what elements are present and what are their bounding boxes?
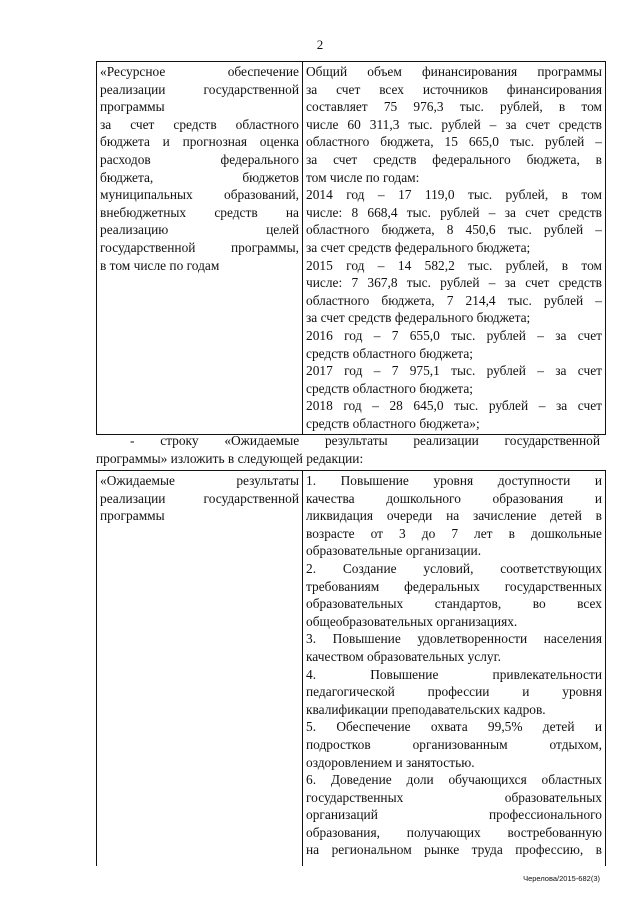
table-row (97, 471, 606, 867)
text-line: реализации государственной (100, 490, 299, 506)
text-line: общеобразовательных организациях. (306, 613, 518, 629)
text-line: областного бюджета, 15 665,0 тыс. рублей – (306, 134, 602, 150)
text-line: в том числе по годам (100, 257, 220, 273)
text-line: Общий объем финансирования программы (306, 64, 602, 79)
text-line: 2014 год – 17 119,0 тыс. рублей, в том (306, 187, 602, 203)
text-line: средств областного бюджета»; (306, 415, 480, 431)
text-line: за счет средств областного (100, 116, 299, 132)
text-line: «Ожидаемые результаты (100, 473, 299, 488)
text-line: бюджета, бюджетов (100, 169, 299, 185)
text-line: реализацию целей (100, 222, 299, 238)
text-line: 2017 год – 7 975,1 тыс. рублей – за счет (306, 363, 602, 379)
instruction-line-2: программы» изложить в следующей редакции: (96, 450, 364, 466)
text-line: внебюджетных средств на (100, 204, 299, 220)
text-line: программы (100, 99, 165, 115)
instruction-line-1: - строку «Ожидаемые результаты реализации государственной (130, 433, 600, 448)
text-line: за счет средств федерального бюджета, в (306, 151, 602, 167)
instruction-paragraph (96, 432, 600, 467)
text-line: образовательных стандартов, во всех (306, 596, 602, 612)
text-line: 2015 год – 14 582,2 тыс. рублей, в том (306, 257, 602, 273)
text-line: за счет всех источников финансирования (306, 81, 602, 97)
text-line: 2016 год – 7 655,0 тыс. рублей – за счет (306, 327, 602, 343)
text-line: составляет 75 976,3 тыс. рублей, в том (306, 99, 602, 115)
text-line: средств областного бюджета; (306, 345, 473, 361)
text-line: за счет средств федерального бюджета; (306, 239, 531, 255)
text-line: требованиям федеральных государственных (306, 578, 602, 594)
text-line: образовательные организации. (306, 543, 482, 559)
text-line: реализации государственной (100, 81, 299, 97)
text-line: 3. Повышение удовлетворенности населения (306, 631, 602, 647)
results-table (96, 470, 606, 866)
text-line: возрасте от 3 до 7 лет в дошкольные (306, 525, 602, 541)
text-line: областного бюджета, 7 214,4 тыс. рублей – (306, 292, 602, 308)
text-line: образования, получающих востребованную (306, 824, 602, 840)
text-line: организаций профессионального (306, 807, 602, 823)
text-line: ликвидация очереди на зачисление детей в (306, 508, 602, 524)
text-line: качества дошкольного образования и (306, 490, 602, 506)
text-line: 4. Повышение привлекательности (306, 666, 602, 682)
text-line: средств областного бюджета; (306, 380, 473, 396)
text-line: государственных образовательных (306, 789, 602, 805)
document-reference: Черелова/2015-682(3) (523, 874, 600, 883)
text-line: качеством образовательных услуг. (306, 648, 501, 664)
text-line: числе: 8 668,4 тыс. рублей – за счет средств (306, 204, 602, 220)
text-line: за счет средств федерального бюджета; (306, 310, 531, 326)
page-number: 2 (316, 37, 324, 52)
text-line: 2. Создание условий, соответствующих (306, 560, 602, 576)
resource-table (96, 61, 606, 435)
text-line: оздоровлением и занятостью. (306, 754, 475, 770)
text-line: 5. Обеспечение охвата 99,5% детей и (306, 719, 602, 735)
text-line: 6. Доведение доли обучающихся областных (306, 772, 602, 788)
text-line: 2018 год – 28 645,0 тыс. рублей – за счет (306, 398, 602, 414)
text-line: на региональном рынке труда профессию, в (306, 842, 602, 858)
text-line: бюджета и прогнозная оценка (100, 134, 299, 150)
text-line: государственной программы, (100, 239, 299, 255)
text-line: числе: 7 367,8 тыс. рублей – за счет средств (306, 275, 602, 291)
text-line: числе 60 311,3 тыс. рублей – за счет средств (306, 116, 602, 132)
table-row (97, 62, 606, 435)
text-line: расходов федерального (100, 151, 299, 167)
results-value-cell (303, 471, 606, 867)
text-line: 1. Повышение уровня доступности и (306, 473, 602, 488)
text-line: подростков организованным отдыхом, (306, 736, 602, 752)
text-line: педагогической профессии и уровня (306, 684, 602, 700)
text-line: программы (100, 508, 165, 524)
text-line: том числе по годам: (306, 169, 420, 185)
text-line: областного бюджета, 8 450,6 тыс. рублей – (306, 222, 602, 238)
resource-label-cell (97, 62, 303, 435)
results-label-cell (97, 471, 303, 867)
text-line: квалификации преподавательских кадров. (306, 701, 546, 717)
resource-value-cell (303, 62, 606, 435)
text-line: муниципальных образований, (100, 187, 299, 203)
text-line: «Ресурсное обеспечение (100, 64, 299, 79)
